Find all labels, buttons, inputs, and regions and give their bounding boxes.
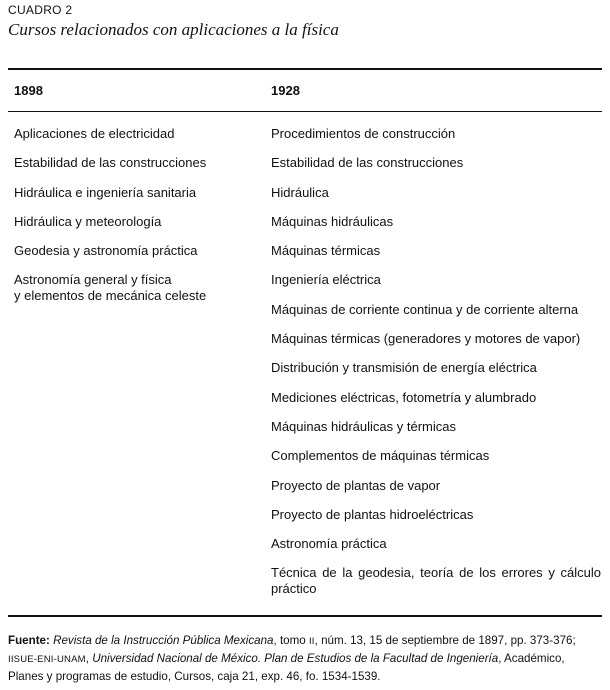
course-1928: Máquinas térmicas (generadores y motores de vapor) (271, 331, 581, 347)
course-1928: Máquinas hidráulicas y térmicas (271, 418, 456, 434)
top-rule (8, 68, 602, 70)
source-lead: Fuente: (8, 634, 50, 647)
course-1898: Astronomía general y física y elementos de mecánica celeste (14, 272, 207, 304)
header-rule (8, 111, 602, 112)
course-1928: Proyecto de plantas de vapor (271, 477, 441, 493)
source-journal-title: Revista de la Instrucción Pública Mexicana (53, 634, 274, 647)
source-text: , Académico, Planes y programas de estudio, Cursos, caja 21, exp. 46, fo. 1534-1539. (8, 652, 565, 683)
column-1898 (14, 126, 254, 318)
bottom-rule (8, 615, 602, 617)
column-header-1898: 1898 (14, 83, 43, 98)
course-1928: Astronomía práctica (271, 536, 387, 552)
course-1928: Estabilidad de las construcciones (271, 155, 464, 171)
source-text: , (85, 652, 93, 665)
column-1928 (271, 126, 601, 611)
course-1898: Aplicaciones de electricidad (14, 126, 175, 141)
course-1928: Máquinas hidráulicas (271, 213, 394, 229)
course-1928: Máquinas térmicas (271, 243, 381, 259)
course-1928: Mediciones eléctricas, fotometría y alumbrado (271, 389, 537, 405)
course-1928: Distribución y transmisión de energía eléctrica (271, 360, 537, 376)
course-1928: Máquinas de corriente continua y de corriente alterna (271, 301, 579, 317)
course-1928: Ingeniería eléctrica (271, 272, 381, 288)
source-volume: II (308, 636, 315, 647)
source-text: , tomo (273, 634, 309, 647)
source-note (8, 632, 602, 685)
course-1898: Estabilidad de las construcciones (14, 155, 207, 171)
source-archive: IISUE-ENI-UNAM (8, 654, 86, 665)
course-1898: Hidráulica y meteorología (14, 213, 162, 229)
course-1928: Complementos de máquinas térmicas (271, 448, 490, 464)
course-1898: Geodesia y astronomía práctica (14, 243, 198, 259)
column-header-1928: 1928 (271, 83, 300, 98)
course-1928: Proyecto de plantas hidroeléctricas (271, 506, 474, 522)
course-1898: Hidráulica e ingeniería sanitaria (14, 184, 197, 200)
table-label: CUADRO 2 (8, 3, 73, 17)
table-caption: Cursos relacionados con aplicaciones a la física (8, 20, 339, 39)
course-1928: Técnica de la geodesia, teoría de los errores y cálculo práctico (271, 565, 601, 597)
course-1928: Procedimientos de construcción (271, 126, 456, 141)
source-plan-title: Universidad Nacional de México. Plan de Estudios de la Facultad de Ingeniería (92, 652, 499, 665)
course-1928: Hidráulica (271, 184, 329, 200)
source-text: , núm. 13, 15 de septiembre de 1897, pp. 373-376; (314, 634, 576, 647)
